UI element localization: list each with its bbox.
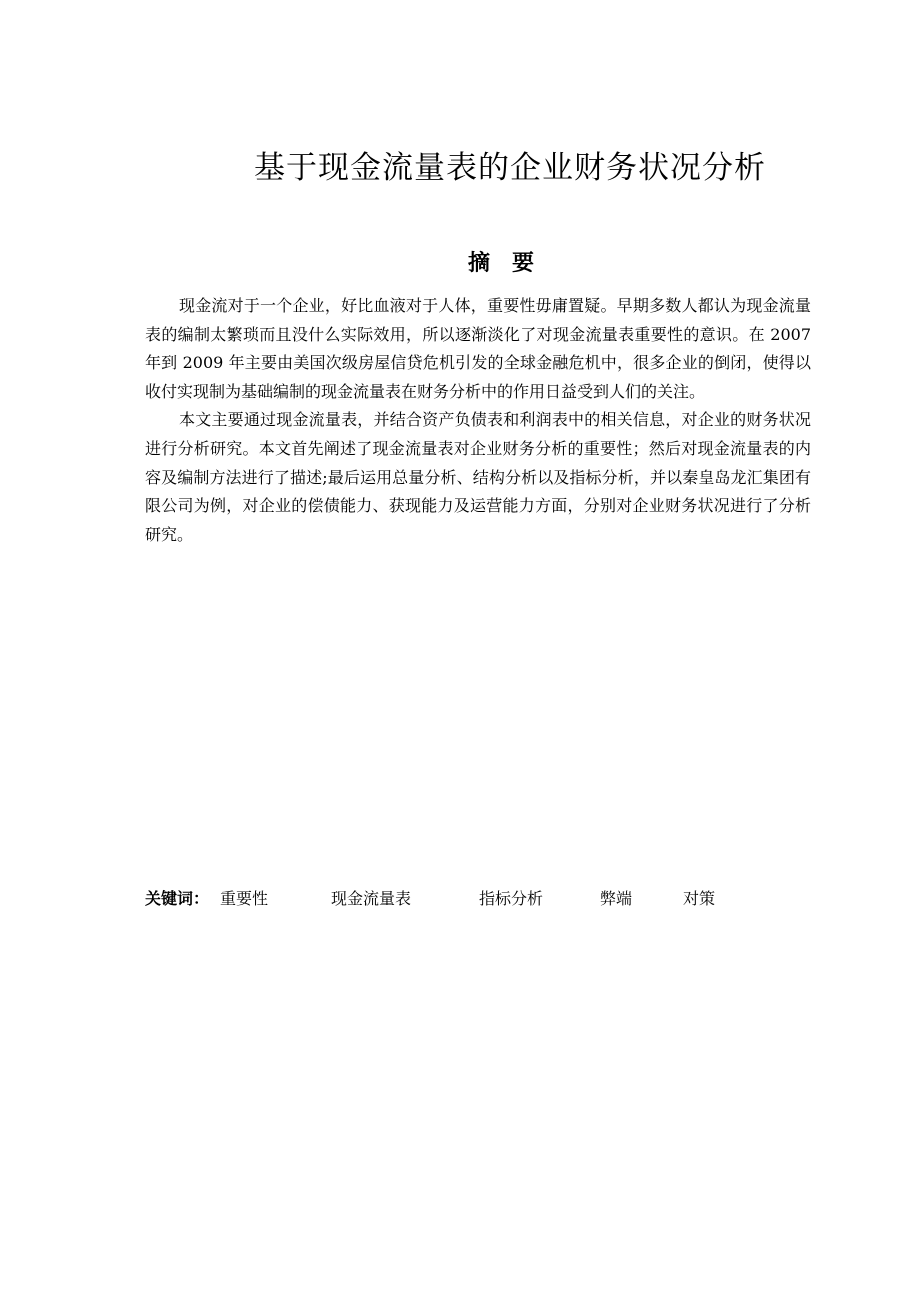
abstract-paragraph: 现金流对于一个企业，好比血液对于人体，重要性毋庸置疑。早期多数人都认为现金流量表的编制太繁琐而且没什么实际效用，所以逐渐淡化了对现金流量表重要性的意识。在 2007 年到 2009 年主要由美国次级房屋信贷危机引发的全球金融危机中，很多企业的倒闭，使得以收付实现制为基础编制的现金流量表在财务分析中的作用日益受到人们的关注。 [145,296,811,401]
keyword-item: 重要性 [220,889,269,908]
keywords-line [145,884,716,914]
abstract-heading [0,248,920,280]
keyword-item: 指标分析 [479,889,544,908]
abstract-body [145,292,811,549]
keywords-label: 关键词： [145,889,210,908]
abstract-heading-char-1: 摘 [467,251,490,276]
abstract-heading-char-2: 要 [512,251,535,276]
keyword-item: 弊端 [600,889,633,908]
document-title: 基于现金流量表的企业财务状况分析 [254,150,766,186]
keyword-item: 现金流量表 [331,889,412,908]
keyword-item: 对策 [683,889,716,908]
abstract-paragraph: 本文主要通过现金流量表，并结合资产负债表和利润表中的相关信息，对企业的财务状况进行分析研究。本文首先阐述了现金流量表对企业财务分析的重要性；然后对现金流量表的内容及编制方法进行了描述;最后运用总量分析、结构分析以及指标分析，并以秦皇岛龙汇集团有限公司为例，对企业的偿债能力、获现能力及运营能力方面，分别对企业财务状况进行了分析研究。 [145,410,811,544]
